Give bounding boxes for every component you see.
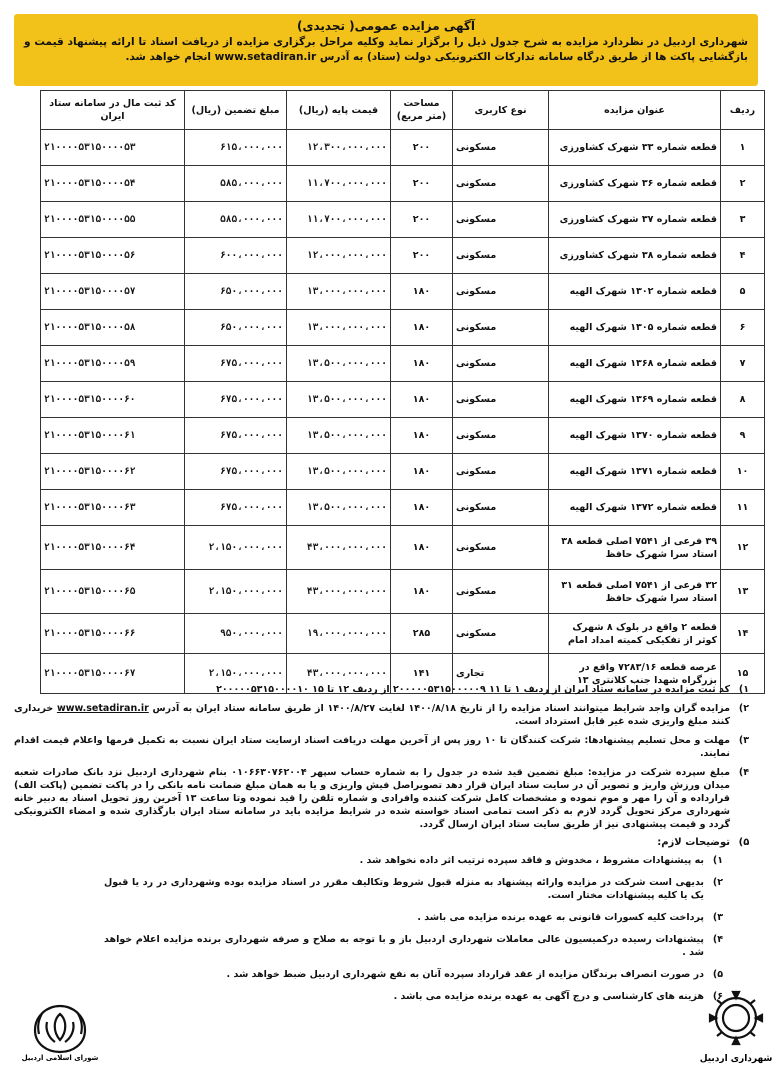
row-number: ۸ [721, 382, 765, 418]
asset-code-value: ۲۱۰۰۰۰۵۳۱۵۰۰۰۰۵۵ [41, 202, 185, 238]
land-use: مسکونی [453, 274, 549, 310]
header-row-number: ردیف [721, 91, 765, 130]
subnote-item [14, 854, 756, 867]
note-text: مبلغ تضمین قید شده در جدول را به شماره حساب سپهر ۰۱۰۶۶۳۰۷۶۲۰۰۴ بنام شهرداری اردبیل نزد بانک صادرات شعبه میدان ورزش واریز و تصویر آن در سایت ستاد ایران قرار دهد تصویراصل فیش واریزی و یا به همان مبلغ ضمانت نامه بانکی را در پاکت تضمین (پاکت الف) قرارداده و آن را مهر و موم نموده و مشخصات کامل شرکت کننده وافرادی و شماره تلفن را قید نموده وتا ساعت ۱۳ آخرین روز تحویل اسناد به دبیر خانه شهرداری مرکز تحویل گردد لازم به ذکر است تمامی اسناد خواسته شده در شرایط مزایده باید در سامانه ستاد ایران بارگذاری شده و امضاء الکترونیکی گردد و قیمت پیشنهادی نیز از طریق سایت ستاد ایران ارسال گردد. [14, 767, 730, 830]
asset-code-value: ۲۱۰۰۰۰۵۳۱۵۰۰۰۰۵۷ [41, 274, 185, 310]
table-row [41, 238, 765, 274]
notes-section [14, 683, 756, 1012]
right-logo-caption: شهرداری اردبیل [699, 1054, 773, 1064]
row-number: ۱۲ [721, 526, 765, 570]
deposit-value: ۶۰۰،۰۰۰،۰۰۰ [185, 238, 287, 274]
subnote-item [14, 968, 756, 981]
area-value: ۱۴۱ [391, 654, 453, 694]
base-price-value: ۱۹،۰۰۰،۰۰۰،۰۰۰ [287, 614, 391, 654]
note-number: ۳) [738, 735, 750, 746]
asset-code-value: ۲۱۰۰۰۰۵۳۱۵۰۰۰۰۶۲ [41, 454, 185, 490]
base-price-value: ۱۳،۵۰۰،۰۰۰،۰۰۰ [287, 346, 391, 382]
base-price-value: ۱۳،۰۰۰،۰۰۰،۰۰۰ [287, 274, 391, 310]
area-value: ۱۸۰ [391, 490, 453, 526]
deposit-value: ۲،۱۵۰،۰۰۰،۰۰۰ [185, 526, 287, 570]
area-value: ۱۸۰ [391, 310, 453, 346]
notice-header [14, 14, 758, 86]
subnote-number: ۱) [712, 855, 724, 866]
asset-code-value: ۲۱۰۰۰۰۵۳۱۵۰۰۰۰۵۴ [41, 166, 185, 202]
land-use: تجاری [453, 654, 549, 694]
note-1 [14, 683, 756, 696]
table-row [41, 274, 765, 310]
land-use: مسکونی [453, 130, 549, 166]
table-row [41, 202, 765, 238]
base-price-value: ۱۲،۰۰۰،۰۰۰،۰۰۰ [287, 238, 391, 274]
note-text: کد ثبت مزایده در سامانه ستاد ایران از ردیف ۱ تا ۱۱ ۲۰۰۰۰۰۵۳۱۵۰۰۰۰۰۹ از ردیف ۱۲ تا ۱۵ ۲۰۰۰۰۰۵۳۱۵۰۰۰۰۱۰ [216, 684, 730, 695]
land-use: مسکونی [453, 202, 549, 238]
note-4 [14, 766, 756, 831]
note-3 [14, 734, 756, 760]
subnote-number: ۲) [712, 877, 724, 888]
asset-code-value: ۲۱۰۰۰۰۵۳۱۵۰۰۰۰۶۰ [41, 382, 185, 418]
lot-title: قطعه شماره ۱۳۰۲ شهرک الهیه [549, 274, 721, 310]
subnote-item [14, 876, 756, 902]
setadiran-link[interactable]: www.setadiran.ir [56, 703, 149, 714]
deposit-value: ۶۵۰،۰۰۰،۰۰۰ [185, 274, 287, 310]
row-number: ۱۱ [721, 490, 765, 526]
header-base-price: قیمت پایه (ریال) [287, 91, 391, 130]
lot-title: عرصه قطعه ۷۲۸۳/۱۶ واقع در بزرگراه شهدا جنب کلانتری ۱۳ [549, 654, 721, 694]
note-label: توضیحات لازم: [657, 837, 730, 848]
base-price-value: ۱۳،۵۰۰،۰۰۰،۰۰۰ [287, 382, 391, 418]
row-number: ۵ [721, 274, 765, 310]
header-title: عنوان مزایده [549, 91, 721, 130]
asset-code-value: ۲۱۰۰۰۰۵۳۱۵۰۰۰۰۵۳ [41, 130, 185, 166]
area-value: ۱۸۰ [391, 382, 453, 418]
row-number: ۳ [721, 202, 765, 238]
asset-code-value: ۲۱۰۰۰۰۵۳۱۵۰۰۰۰۶۴ [41, 526, 185, 570]
note-label: مهلت و محل تسلیم پیشنهادها: [584, 735, 731, 746]
asset-code-value: ۲۱۰۰۰۰۵۳۱۵۰۰۰۰۶۶ [41, 614, 185, 654]
lot-title: قطعه شماره ۱۳۷۱ شهرک الهیه [549, 454, 721, 490]
lot-title: قطعه شماره ۳۳ شهرک کشاورزی [549, 130, 721, 166]
note-5-heading [14, 837, 756, 848]
table-header-row [41, 91, 765, 130]
header-use: نوع کاربری [453, 91, 549, 130]
header-area: مساحت (متر مربع) [391, 91, 453, 130]
area-value: ۲۰۰ [391, 130, 453, 166]
row-number: ۹ [721, 418, 765, 454]
base-price-value: ۱۱،۷۰۰،۰۰۰،۰۰۰ [287, 202, 391, 238]
deposit-value: ۲،۱۵۰،۰۰۰،۰۰۰ [185, 654, 287, 694]
area-value: ۱۸۰ [391, 346, 453, 382]
asset-code-value: ۲۱۰۰۰۰۵۳۱۵۰۰۰۰۶۳ [41, 490, 185, 526]
asset-code-value: ۲۱۰۰۰۰۵۳۱۵۰۰۰۰۶۱ [41, 418, 185, 454]
subnote-item [14, 990, 756, 1003]
notice-title: آگهی مزایده عمومی( تجدیدی) [296, 19, 476, 33]
deposit-value: ۶۷۵،۰۰۰،۰۰۰ [185, 454, 287, 490]
deposit-value: ۶۵۰،۰۰۰،۰۰۰ [185, 310, 287, 346]
note-label: مبلغ سپرده شرکت در مزایده: [587, 767, 730, 778]
note-number: ۱) [738, 684, 750, 695]
ardabil-municipality-logo [699, 990, 773, 1066]
area-value: ۱۸۰ [391, 570, 453, 614]
table-row [41, 454, 765, 490]
table-row [41, 526, 765, 570]
asset-code-value: ۲۱۰۰۰۰۵۳۱۵۰۰۰۰۵۶ [41, 238, 185, 274]
land-use: مسکونی [453, 166, 549, 202]
land-use: مسکونی [453, 454, 549, 490]
land-use: مسکونی [453, 238, 549, 274]
area-value: ۱۸۰ [391, 526, 453, 570]
lot-title: قطعه شماره ۱۳۶۸ شهرک الهیه [549, 346, 721, 382]
row-number: ۱۰ [721, 454, 765, 490]
subnote-item [14, 933, 756, 959]
land-use: مسکونی [453, 418, 549, 454]
table-row [41, 310, 765, 346]
deposit-value: ۹۵۰،۰۰۰،۰۰۰ [185, 614, 287, 654]
row-number: ۱۴ [721, 614, 765, 654]
subnote-text: هزینه های کارشناسی و درج آگهی به عهده برنده مزایده می باشد . [393, 991, 704, 1002]
table-row [41, 614, 765, 654]
note-text: مزایده گران واجد شرایط میتوانند اسناد مزایده را از تاریخ ۱۴۰۰/۸/۱۸ لغایت ۱۴۰۰/۸/۲۷ از طریق سامانه ستاد ایران به آدرس [152, 703, 730, 714]
subnotes-list [14, 854, 756, 1003]
table-row [41, 166, 765, 202]
table-row [41, 130, 765, 166]
deposit-value: ۵۸۵،۰۰۰،۰۰۰ [185, 202, 287, 238]
deposit-value: ۶۷۵،۰۰۰،۰۰۰ [185, 382, 287, 418]
area-value: ۲۰۰ [391, 202, 453, 238]
land-use: مسکونی [453, 614, 549, 654]
note-text-after: خریداری کنند مبلغ واریزی شده غیر قابل استرداد است. [14, 703, 730, 727]
lot-title: قطعه ۲ واقع در بلوک ۸ شهرک کوثر از تفکیکی کمیته امداد امام [549, 614, 721, 654]
subnote-text: در صورت انصراف برندگان مزایده از عقد قرارداد سپرده آنان به نفع شهرداری اردبیل ضبط خواهد شد . [226, 969, 704, 980]
base-price-value: ۱۳،۵۰۰،۰۰۰،۰۰۰ [287, 418, 391, 454]
area-value: ۲۰۰ [391, 166, 453, 202]
deposit-value: ۶۷۵،۰۰۰،۰۰۰ [185, 490, 287, 526]
land-use: مسکونی [453, 570, 549, 614]
row-number: ۱۵ [721, 654, 765, 694]
left-logo-caption: شورای اسلامی اردبیل [21, 1054, 99, 1062]
base-price-value: ۱۳،۵۰۰،۰۰۰،۰۰۰ [287, 490, 391, 526]
lot-title: قطعه شماره ۱۳۷۲ شهرک الهیه [549, 490, 721, 526]
area-value: ۱۸۰ [391, 418, 453, 454]
area-value: ۲۸۵ [391, 614, 453, 654]
asset-code-value: ۲۱۰۰۰۰۵۳۱۵۰۰۰۰۵۹ [41, 346, 185, 382]
land-use: مسکونی [453, 310, 549, 346]
lot-title: قطعه شماره ۳۷ شهرک کشاورزی [549, 202, 721, 238]
area-value: ۲۰۰ [391, 238, 453, 274]
note-number: ۲) [738, 703, 750, 714]
note-text: شرکت کنندگان تا ۱۰ روز پس از آخرین مهلت دریافت اسناد ازسایت ستاد ایران نسبت به تکمیل فرمها واعلام قیمت اقدام نمایند. [14, 735, 730, 759]
base-price-value: ۱۳،۰۰۰،۰۰۰،۰۰۰ [287, 310, 391, 346]
subnote-number: ۴) [712, 934, 724, 945]
asset-code-value: ۲۱۰۰۰۰۵۳۱۵۰۰۰۰۵۸ [41, 310, 185, 346]
deposit-value: ۵۸۵،۰۰۰،۰۰۰ [185, 166, 287, 202]
asset-code-value: ۲۱۰۰۰۰۵۳۱۵۰۰۰۰۶۵ [41, 570, 185, 614]
subnote-item [14, 911, 756, 924]
note-2 [14, 702, 756, 728]
row-number: ۶ [721, 310, 765, 346]
land-use: مسکونی [453, 346, 549, 382]
area-value: ۱۸۰ [391, 454, 453, 490]
base-price-value: ۱۲،۳۰۰،۰۰۰،۰۰۰ [287, 130, 391, 166]
notice-intro: شهرداری اردبیل در نظردارد مزایده به شرح جدول ذیل را برگزار نماید وکلیه مراحل برگزاری مزایده از دریافت اسناد تا ارائه پیشنهاد قیمت و بازگشایی پاکت ها از طریق درگاه سامانه تدارکات الکترونیکی دولت (ستاد) به آدرس www.setadiran.ir انجام خواهد شد. [24, 36, 748, 63]
base-price-value: ۱۱،۷۰۰،۰۰۰،۰۰۰ [287, 166, 391, 202]
row-number: ۷ [721, 346, 765, 382]
note-number: ۴) [738, 767, 750, 778]
subnote-number: ۳) [712, 912, 724, 923]
table-row [41, 418, 765, 454]
deposit-value: ۶۱۵،۰۰۰،۰۰۰ [185, 130, 287, 166]
row-number: ۱ [721, 130, 765, 166]
auction-table [40, 90, 765, 694]
subnote-number: ۶) [712, 991, 724, 1002]
row-number: ۲ [721, 166, 765, 202]
lot-title: قطعه شماره ۱۳۰۵ شهرک الهیه [549, 310, 721, 346]
deposit-value: ۶۷۵،۰۰۰،۰۰۰ [185, 418, 287, 454]
table-row [41, 382, 765, 418]
subnote-number: ۵) [712, 969, 724, 980]
base-price-value: ۴۳،۰۰۰،۰۰۰،۰۰۰ [287, 654, 391, 694]
lot-title: قطعه شماره ۱۳۶۹ شهرک الهیه [549, 382, 721, 418]
note-number: ۵) [738, 837, 750, 848]
subnote-text: پرداخت کلیه کسورات قانونی به عهده برنده مزایده می باشد . [417, 912, 704, 923]
table-row [41, 346, 765, 382]
asset-code-value: ۲۱۰۰۰۰۵۳۱۵۰۰۰۰۶۷ [41, 654, 185, 694]
city-council-logo [21, 1000, 99, 1062]
base-price-value: ۴۳،۰۰۰،۰۰۰،۰۰۰ [287, 526, 391, 570]
table-row [41, 570, 765, 614]
deposit-value: ۲،۱۵۰،۰۰۰،۰۰۰ [185, 570, 287, 614]
table-row [41, 490, 765, 526]
subnote-text: بدیهی است شرکت در مزایده وارائه پیشنهاد به منزله قبول شروط وتکالیف مقرر در اسناد مزایده بوده وشهرداری در رد یا قبول یک یا کلیه پیشنهادات مختار است. [104, 877, 704, 901]
lot-title: قطعه شماره ۳۶ شهرک کشاورزی [549, 166, 721, 202]
area-value: ۱۸۰ [391, 274, 453, 310]
header-deposit: مبلغ تضمین (ریال) [185, 91, 287, 130]
land-use: مسکونی [453, 490, 549, 526]
land-use: مسکونی [453, 382, 549, 418]
row-number: ۱۳ [721, 570, 765, 614]
deposit-value: ۶۷۵،۰۰۰،۰۰۰ [185, 346, 287, 382]
land-use: مسکونی [453, 526, 549, 570]
header-code: کد ثبت مال در سامانه ستاد ایران [41, 91, 185, 130]
lot-title: قطعه شماره ۳۸ شهرک کشاورزی [549, 238, 721, 274]
subnote-text: به پیشنهادات مشروط ، مخدوش و فاقد سپرده ترتیب اثر داده نخواهد شد . [359, 855, 704, 866]
base-price-value: ۱۳،۵۰۰،۰۰۰،۰۰۰ [287, 454, 391, 490]
row-number: ۴ [721, 238, 765, 274]
lot-title: ۳۲ فرعی از ۷۵۴۱ اصلی قطعه ۳۱ استاد سرا شهرک حافظ [549, 570, 721, 614]
lot-title: قطعه شماره ۱۳۷۰ شهرک الهیه [549, 418, 721, 454]
subnote-text: پیشنهادات رسیده درکمیسیون عالی معاملات شهرداری اردبیل باز و با توجه به صلاح و صرفه شهرداری برنده مزایده اعلام خواهد شد . [104, 934, 704, 958]
lot-title: ۳۹ فرعی از ۷۵۴۱ اصلی قطعه ۳۸ استاد سرا شهرک حافظ [549, 526, 721, 570]
base-price-value: ۴۳،۰۰۰،۰۰۰،۰۰۰ [287, 570, 391, 614]
